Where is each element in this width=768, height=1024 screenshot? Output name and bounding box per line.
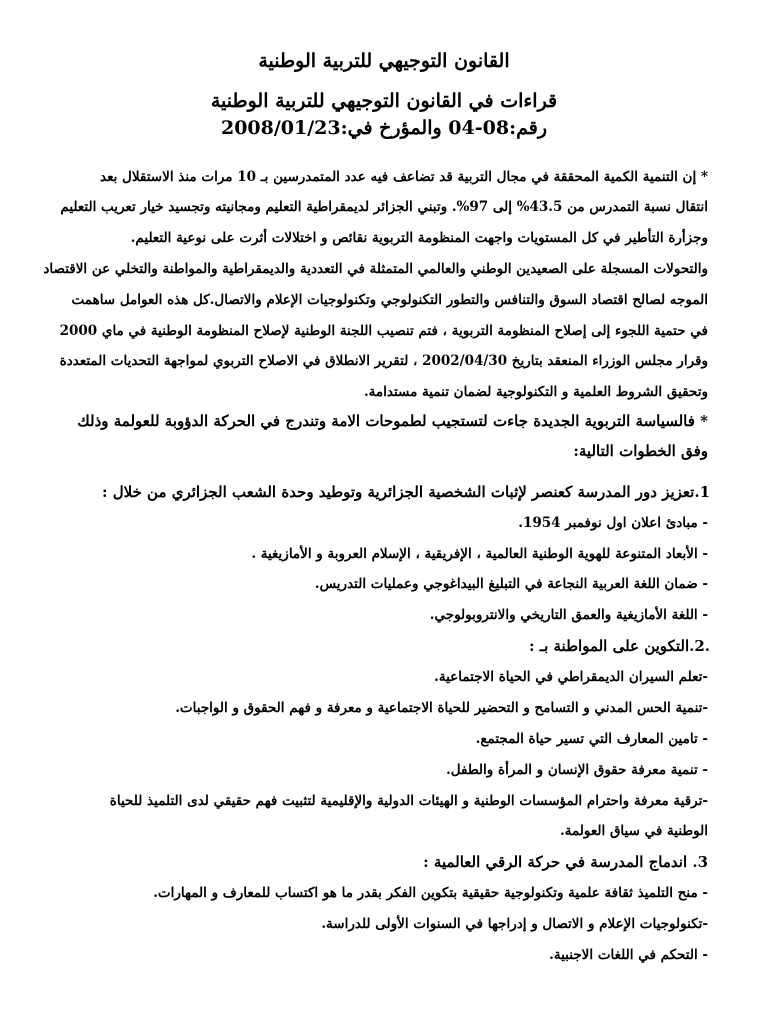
intro-line: وتحقيق الشروط العلمية و التكنولوجية لضمان تنمية مستدامة. (363, 384, 708, 400)
intro-line: وجزأرة التأطير في كل المستويات واجهت المنظومة التربوية نقائص و اختلالات أثرت على نوعية التعليم. (130, 230, 708, 246)
list-item: الوطنية في سياق العولمة. (560, 823, 708, 839)
policy-line: وفق الخطوات التالية: (573, 442, 708, 460)
section-heading: 1.تعزيز دور المدرسة كعنصر لإثبات الشخصية الجزائرية وتوطيد وحدة الشعب الجزائري من خلال : (101, 483, 710, 501)
list-item: - منح التلميذ ثقافة علمية وتكنولوجية حقيقية بتكوين الفكر بقدر ما هو اكتساب للمعارف و المهارات. (153, 885, 708, 901)
list-item: - ضمان اللغة العربية النجاعة في التبليغ البيداغوجي وعمليات التدريس. (314, 576, 708, 592)
list-item: - تنمية معرفة حقوق الإنسان و المرأة والطفل. (446, 762, 708, 778)
intro-line: في حتمية اللجوء إلى إصلاح المنظومة التربوية ، فتم تنصيب اللجنة الوطنية لإصلاح المنظومة الوطنية في ماي 2000 (59, 323, 708, 339)
list-item: - مبادئ اعلان اول نوفمبر 1954. (518, 515, 708, 531)
intro-line: * إن التنمية الكمية المحققة في مجال التربية قد تضاعف فيه عدد المتمدرسين بـ 10 مرات منذ الاستقلال بعد (99, 169, 708, 185)
list-item: - اللغة الأمازيغية والعمق التاريخي والانتروبولوجي. (429, 607, 708, 623)
section-heading: 3. اندماج المدرسة في حركة الرقي العالمية : (423, 853, 708, 871)
list-item: - التحكم في اللغات الاجنبية. (549, 947, 708, 963)
policy-line: * فالسياسة التربوية الجديدة جاءت لتستجيب لطموحات الامة وتندرج في الحركة الدؤوبة للعولمة وذلك (77, 412, 708, 430)
intro-line: والتحولات المسجلة على الصعيدين الوطني والعالمي المتمثلة في التعددية والديمقراطية والمواطنة والتخلي عن الاقتصاد (43, 261, 708, 277)
list-item: -تكنولوجيات الإعلام و الاتصال و إدراجها في السنوات الأولى للدراسة. (321, 916, 708, 932)
list-item: - تامين المعارف التي تسير حياة المجتمع. (475, 731, 708, 747)
intro-line: انتقال نسبة التمدرس من 43.5% إلى 97%. وتبني الجزائر لديمقراطية التعليم ومجانيته وتجسيد خيار تعريب التعليم (60, 199, 708, 215)
intro-line: وقرار مجلس الوزراء المنعقد بتاريخ 2002/04/30 ، لتقرير الانطلاق في الاصلاح التربوي لمواجهة التحديات المتعددة (59, 353, 708, 369)
intro-line: الموجه لصالح اقتصاد السوق والتنافس والتطور التكنولوجي وتكنولوجيات الإعلام والاتصال.كل هذه العوامل ساهمت (71, 292, 708, 308)
list-item: -ترقية معرفة واحترام المؤسسات الوطنية و الهيئات الدولية والإقليمية لتثبيت فهم حقيقي لدى التلميذ للحياة (109, 793, 708, 809)
reference-line: رقم:08-04 والمؤرخ في:2008/01/23 (220, 117, 547, 139)
list-item: -تعلم السيران الديمقراطي في الحياة الاجتماعية. (434, 669, 708, 685)
section-heading: .2.التكوين على المواطنة بـ : (528, 637, 710, 655)
list-item: -تنمية الحس المدني و التسامح و التحضير للحياة الاجتماعية و معرفة و فهم الحقوق و الواجبات. (175, 700, 708, 716)
list-item: - الأبعاد المتنوعة للهوية الوطنية العالمية ، الإفريقية ، الإسلام العروبة و الأمازيغية . (251, 546, 708, 562)
document-title: القانون التوجيهي للتربية الوطنية (258, 50, 510, 72)
document-subtitle: قراءات في القانون التوجيهي للتربية الوطنية (210, 90, 558, 112)
